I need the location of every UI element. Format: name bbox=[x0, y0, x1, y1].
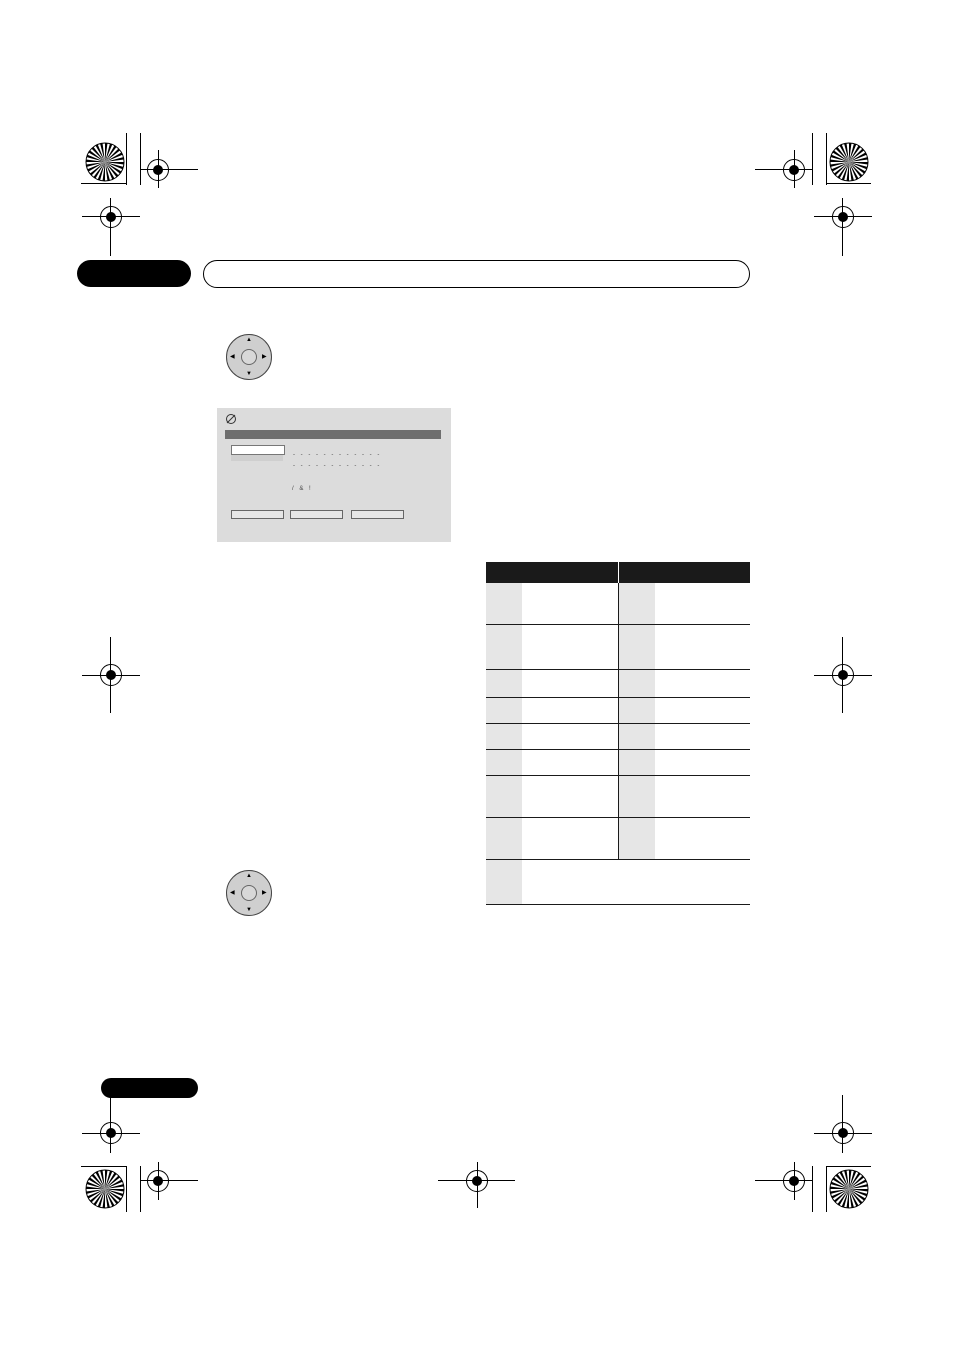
joystick-center bbox=[241, 885, 257, 901]
section-title-bar bbox=[203, 260, 750, 288]
crop-line bbox=[82, 1133, 140, 1134]
color-wheel-mark bbox=[84, 141, 126, 183]
arrow-down-icon: ▼ bbox=[246, 371, 252, 377]
crop-line bbox=[826, 1166, 827, 1212]
table-key-column-shade bbox=[486, 583, 522, 904]
table-bottom-rule bbox=[486, 904, 750, 905]
crop-line bbox=[826, 183, 871, 184]
joystick-center bbox=[241, 349, 257, 365]
crop-line bbox=[110, 637, 111, 713]
osd-button-2 bbox=[290, 510, 343, 519]
table-row-rule bbox=[486, 859, 750, 860]
arrow-up-icon: ▲ bbox=[246, 337, 252, 343]
crop-line bbox=[814, 675, 872, 676]
osd-button-1 bbox=[231, 510, 284, 519]
disc-navigator-icon bbox=[225, 413, 237, 425]
crop-line bbox=[812, 1166, 813, 1212]
crop-line bbox=[842, 1095, 843, 1153]
crop-line bbox=[826, 1166, 871, 1167]
crop-line bbox=[477, 1162, 478, 1208]
char-row-3: / & ! bbox=[292, 486, 313, 492]
table-header-col1 bbox=[486, 562, 618, 583]
table-row-rule bbox=[486, 624, 750, 625]
arrow-up-icon: ▲ bbox=[246, 873, 252, 879]
arrow-left-icon: ◀ bbox=[230, 354, 235, 360]
registration-mark bbox=[100, 206, 122, 228]
table-row-rule bbox=[486, 749, 750, 750]
char-row-2: - - - - - - - - - - - - bbox=[293, 463, 382, 469]
arrow-right-icon: ▶ bbox=[262, 890, 267, 896]
registration-mark bbox=[832, 206, 854, 228]
crop-line bbox=[842, 198, 843, 256]
color-wheel-mark bbox=[84, 1168, 126, 1210]
joystick-icon bbox=[226, 870, 272, 916]
crop-line bbox=[814, 1133, 872, 1134]
crop-line bbox=[126, 1166, 127, 1212]
crop-line bbox=[126, 133, 127, 185]
crop-line bbox=[81, 183, 126, 184]
crop-line bbox=[794, 150, 795, 188]
table-row-rule bbox=[486, 817, 750, 818]
table-header-col2 bbox=[619, 562, 750, 583]
osd-title-bar bbox=[225, 430, 441, 439]
crop-line bbox=[140, 1166, 141, 1212]
crop-line bbox=[794, 1162, 795, 1200]
table-row-rule bbox=[486, 669, 750, 670]
crop-line bbox=[110, 198, 111, 256]
page-number-badge bbox=[101, 1078, 198, 1098]
osd-field-grey bbox=[231, 455, 283, 461]
name-input-field bbox=[231, 445, 285, 455]
arrow-down-icon: ▼ bbox=[246, 907, 252, 913]
crop-line bbox=[842, 637, 843, 713]
crop-line bbox=[158, 150, 159, 188]
table-row-rule bbox=[486, 775, 750, 776]
crop-line bbox=[82, 675, 140, 676]
crop-line bbox=[140, 169, 198, 170]
crop-line bbox=[158, 1162, 159, 1200]
arrow-left-icon: ◀ bbox=[230, 890, 235, 896]
crop-line bbox=[140, 133, 141, 185]
table-row-rule bbox=[486, 697, 750, 698]
color-wheel-mark bbox=[828, 1168, 870, 1210]
crop-line bbox=[755, 1180, 812, 1181]
arrow-right-icon: ▶ bbox=[262, 354, 267, 360]
crop-line bbox=[814, 216, 872, 217]
crop-line bbox=[826, 133, 827, 185]
crop-line bbox=[110, 1095, 111, 1153]
osd-button-3 bbox=[351, 510, 404, 519]
onscreen-display-screenshot bbox=[217, 408, 451, 542]
crop-line bbox=[140, 1180, 198, 1181]
table-row-rule bbox=[486, 723, 750, 724]
joystick-icon bbox=[226, 334, 272, 380]
crop-line bbox=[812, 133, 813, 185]
char-row-1: - - - - - - - - - - - - bbox=[293, 452, 382, 458]
color-wheel-mark bbox=[828, 141, 870, 183]
chapter-number-badge bbox=[77, 260, 191, 287]
crop-line bbox=[81, 1166, 126, 1167]
crop-line bbox=[755, 169, 812, 170]
crop-line bbox=[82, 216, 140, 217]
